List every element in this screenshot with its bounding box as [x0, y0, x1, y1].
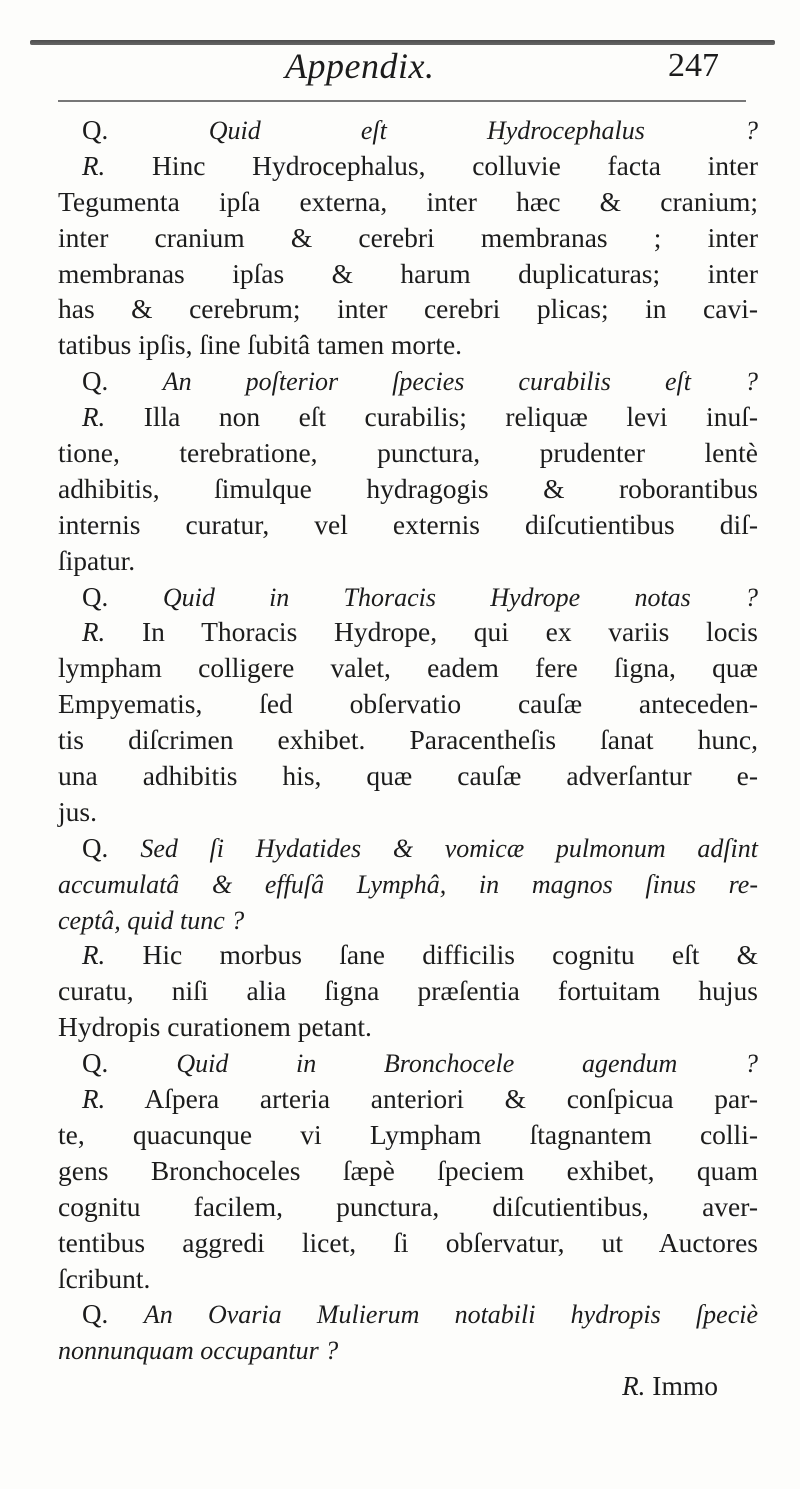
question-line — [58, 902, 758, 938]
page-header — [0, 45, 800, 97]
line-text: accumulatâ & effuſâ Lymphâ, in magnos ſinus re- — [58, 869, 758, 899]
text-line — [58, 1261, 758, 1297]
text-line — [58, 1225, 758, 1261]
line-text: tis diſcrimen exhibet. Paracentheſis ſanat hunc, — [58, 724, 758, 756]
question-label: Q. — [82, 581, 109, 612]
line-text: Quid eſt Hydrocephalus ? — [208, 116, 758, 145]
answer-label: R. — [82, 150, 106, 181]
question-line — [58, 112, 758, 148]
line-text: adhibitis, ſimulque hydragogis & roborantibus — [58, 472, 758, 504]
question-line — [58, 579, 758, 615]
line-text: inter cranium & cerebri membranas ; inter — [58, 221, 758, 253]
question-line — [58, 830, 758, 866]
line-text: Hic morbus ſane difficilis cognitu eſt & — [142, 939, 758, 971]
line-text: una adhibitis his, quæ cauſæ adverſantur e- — [58, 760, 758, 792]
text-line — [58, 973, 758, 1009]
question-label: Q. — [82, 1048, 109, 1079]
question-label: Q. — [82, 366, 109, 397]
question-label: Q. — [82, 115, 109, 145]
question-line — [58, 1045, 758, 1081]
line-text: tentibus aggredi licet, ſi obſervatur, ut Auctores — [58, 1226, 758, 1258]
line-text: te, quacunque vi Lympham ſtagnantem colli- — [58, 1118, 758, 1150]
text-line — [58, 471, 758, 507]
line-text: Hydropis curationem petant. — [58, 1011, 372, 1043]
text-line — [58, 435, 758, 471]
text-line — [58, 1117, 758, 1153]
answer-line — [58, 148, 758, 184]
answer-line — [58, 399, 758, 435]
text-line — [58, 794, 758, 830]
line-text: curatu, niſi alia ſigna præſentia fortuitam hujus — [58, 975, 758, 1007]
text-line — [58, 220, 758, 256]
line-text: lympham colligere valet, eadem fere ſigna, quæ — [58, 652, 758, 684]
line-text: Sed ſi Hydatides & vomicæ pulmonum adſint — [140, 833, 758, 863]
line-text: ſipatur. — [58, 544, 136, 576]
line-text: An poſterior ſpecies curabilis eſt ? — [162, 367, 759, 397]
line-text: An Ovaria Mulierum notabili hydropis ſpeciè — [143, 1300, 759, 1330]
line-text: internis curatur, vel externis diſcutientibus diſ- — [58, 508, 758, 540]
answer-line — [58, 1081, 758, 1117]
answer-line — [58, 614, 758, 650]
answer-label: R. — [82, 402, 106, 433]
answer-label: R. — [82, 940, 106, 971]
question-line — [58, 1332, 758, 1368]
line-text: Aſpera arteria anteriori & conſpicua par- — [144, 1083, 758, 1115]
text-line — [58, 291, 758, 327]
text-line — [58, 686, 758, 722]
text-line — [58, 507, 758, 543]
answer-line — [58, 937, 758, 973]
line-text: cognitu facilem, punctura, diſcutientibus, aver- — [58, 1190, 758, 1222]
question-label: Q. — [82, 832, 109, 863]
header-rule — [58, 100, 746, 102]
line-text: Quid in Thoracis Hydrope notas ? — [162, 582, 759, 612]
question-label: Q. — [82, 1299, 109, 1330]
text-line — [58, 256, 758, 292]
answer-label: R. — [622, 1371, 646, 1402]
line-text: gens Bronchoceles ſæpè ſpeciem exhibet, quam — [58, 1154, 758, 1186]
page-body — [58, 112, 758, 1404]
line-text: tatibus ipſis, ſine ſubitâ tamen morte. — [58, 329, 463, 361]
text-line — [58, 327, 758, 363]
line-text: Immo — [652, 1370, 718, 1402]
text-line — [58, 184, 758, 220]
line-text: nonnunquam occupantur ? — [58, 1336, 339, 1366]
text-line — [58, 1189, 758, 1225]
question-line — [58, 866, 758, 902]
line-text: ſcribunt. — [58, 1262, 151, 1294]
line-text: Tegumenta ipſa externa, inter hæc & cranium; — [58, 185, 758, 217]
running-head: Appendix. — [285, 46, 435, 86]
text-line — [58, 758, 758, 794]
line-text: membranas ipſas & harum duplicaturas; inter — [58, 257, 758, 289]
text-line — [58, 1009, 758, 1045]
line-text: jus. — [58, 795, 97, 827]
line-text: tione, terebratione, punctura, prudenter lentè — [58, 437, 758, 469]
line-text: Quid in Bronchocele agendum ? — [176, 1049, 758, 1079]
text-line — [58, 650, 758, 686]
answer-label: R. — [82, 617, 106, 648]
text-line — [58, 543, 758, 579]
text-line — [58, 1153, 758, 1189]
line-text: Illa non eſt curabilis; reliquæ levi inuſ- — [143, 401, 758, 433]
question-line — [58, 1296, 758, 1332]
line-text: has & cerebrum; inter cerebri plicas; in cavi- — [58, 293, 758, 325]
page-number: 247 — [668, 47, 719, 84]
line-text: Hinc Hydrocephalus, colluvie facta inter — [151, 149, 759, 181]
line-text: ceptâ, quid tunc ? — [58, 905, 245, 935]
line-text: In Thoracis Hydrope, qui ex variis locis — [141, 616, 758, 648]
question-line — [58, 363, 758, 399]
text-line — [58, 722, 758, 758]
answer-label: R. — [82, 1084, 106, 1115]
catchword — [58, 1368, 758, 1404]
line-text: Empyematis, ſed obſervatio cauſæ anteceden- — [58, 688, 758, 720]
